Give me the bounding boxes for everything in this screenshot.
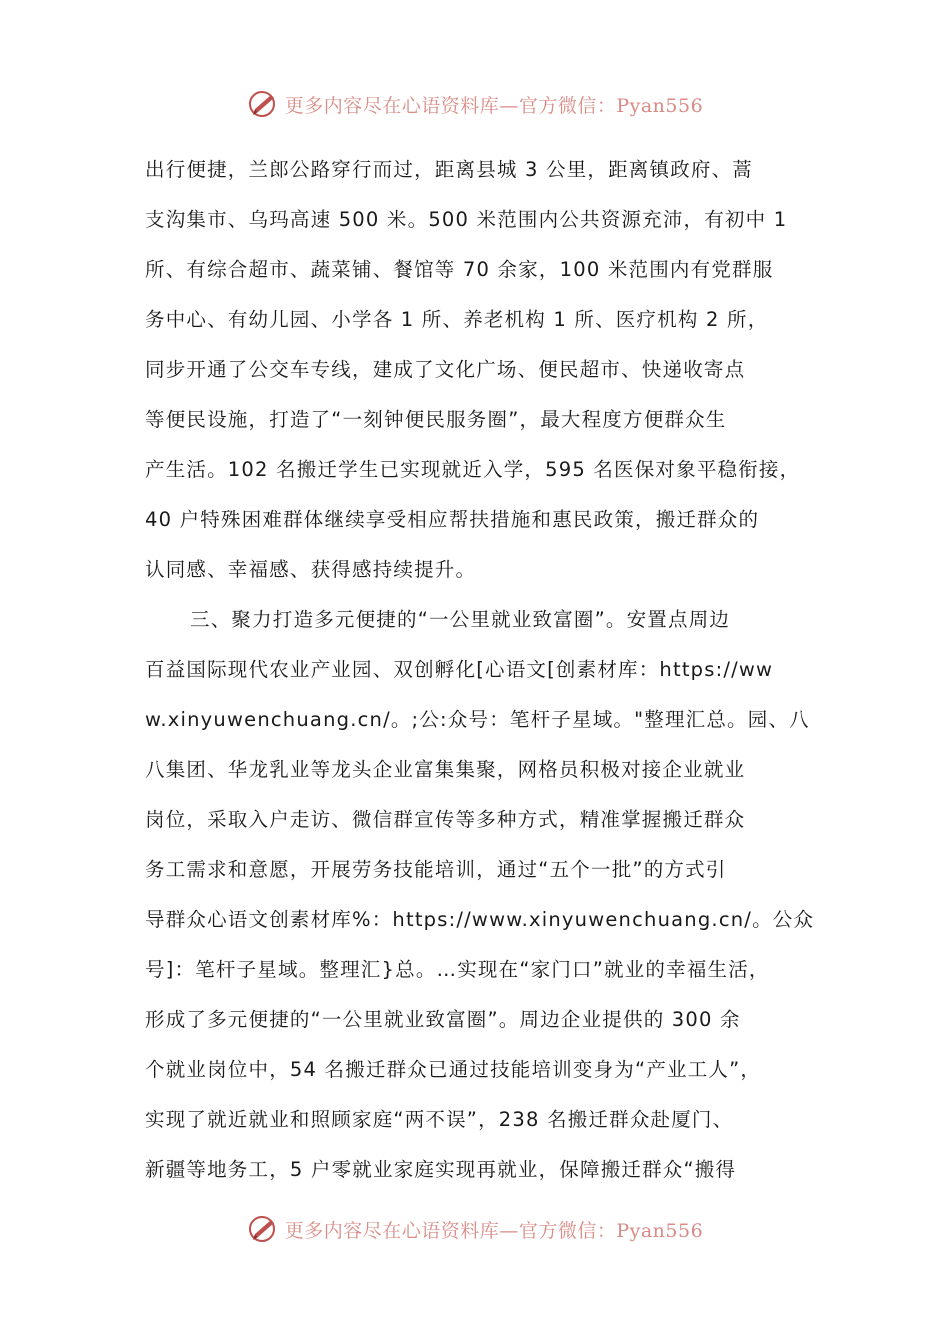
header-wechat-label: 官方微信： bbox=[518, 94, 617, 117]
footer-text bbox=[285, 1216, 703, 1243]
text-line: 务工需求和意愿，开展劳务技能培训，通过“五个一批”的方式引 bbox=[145, 858, 727, 881]
footer-wechat-id: Pyan556 bbox=[616, 1219, 704, 1242]
text-line: 号]：笔杆子星域。整理汇}总。…实现在“家门口”就业的幸福生活， bbox=[145, 958, 770, 981]
text-line: w.xinyuwenchuang.cn/。;公:众号：笔杆子星域。"整理汇总。园、八 bbox=[145, 708, 810, 731]
text-line: 百益国际现代农业产业园、双创孵化[心语文[创素材库：https://ww bbox=[145, 658, 774, 681]
text-line: 实现了就近就业和照顾家庭“两不误”，238 名搬迁群众赴厦门、 bbox=[145, 1108, 734, 1131]
text-line: 40 户特殊困难群体继续享受相应帮扶措施和惠民政策，搬迁群众的 bbox=[145, 508, 760, 531]
header-dash: — bbox=[499, 94, 519, 117]
footer-dash: — bbox=[499, 1219, 519, 1242]
footer-brand: 更多内容尽在心语资料库 bbox=[284, 1219, 500, 1242]
text-line: 认同感、幸福感、获得感持续提升。 bbox=[145, 558, 477, 581]
text-line: 产生活。102 名搬迁学生已实现就近入学，595 名医保对象平稳衔接， bbox=[145, 458, 801, 481]
text-line: 所、有综合超市、蔬菜铺、餐馆等 70 余家，100 米范围内有党群服 bbox=[145, 258, 774, 281]
header-brand: 更多内容尽在心语资料库 bbox=[284, 94, 500, 117]
section-heading-line: 三、聚力打造多元便捷的“一公里就业致富圈”。安置点周边 bbox=[190, 608, 731, 631]
header-text bbox=[285, 91, 703, 118]
text-line: 务中心、有幼儿园、小学各 1 所、养老机构 1 所、医疗机构 2 所， bbox=[145, 308, 769, 331]
text-line: 同步开通了公交车专线，建成了文化广场、便民超市、快递收寄点 bbox=[145, 358, 746, 381]
header-wechat-id: Pyan556 bbox=[616, 94, 704, 117]
text-line: 支沟集市、乌玛高速 500 米。500 米范围内公共资源充沛，有初中 1 bbox=[145, 208, 788, 231]
text-line: 导群众心语文创素材库%：https://www.xinyuwenchuang.cn/。公众 bbox=[145, 908, 815, 931]
text-line: 个就业岗位中，54 名搬迁群众已通过技能培训变身为“产业工人”， bbox=[145, 1058, 762, 1081]
text-line: 等便民设施，打造了“一刻钟便民服务圈”，最大程度方便群众生 bbox=[145, 408, 727, 431]
text-line: 新疆等地务工，5 户零就业家庭实现再就业，保障搬迁群众“搬得 bbox=[145, 1158, 737, 1181]
text-line: 形成了多元便捷的“一公里就业致富圈”。周边企业提供的 300 余 bbox=[145, 1008, 741, 1031]
text-line: 八集团、华龙乳业等龙头企业富集集聚，网格员积极对接企业就业 bbox=[145, 758, 746, 781]
pen-logo-icon bbox=[247, 1212, 281, 1246]
footer-banner bbox=[0, 1209, 950, 1249]
pen-logo-icon bbox=[247, 87, 281, 121]
header-banner bbox=[0, 84, 950, 124]
text-line: 出行便捷，兰郎公路穿行而过，距离县城 3 公里，距离镇政府、蒿 bbox=[145, 158, 754, 181]
text-line: 岗位，采取入户走访、微信群宣传等多种方式，精准掌握搬迁群众 bbox=[145, 808, 746, 831]
document-body bbox=[145, 145, 815, 1195]
footer-wechat-label: 官方微信： bbox=[518, 1219, 617, 1242]
